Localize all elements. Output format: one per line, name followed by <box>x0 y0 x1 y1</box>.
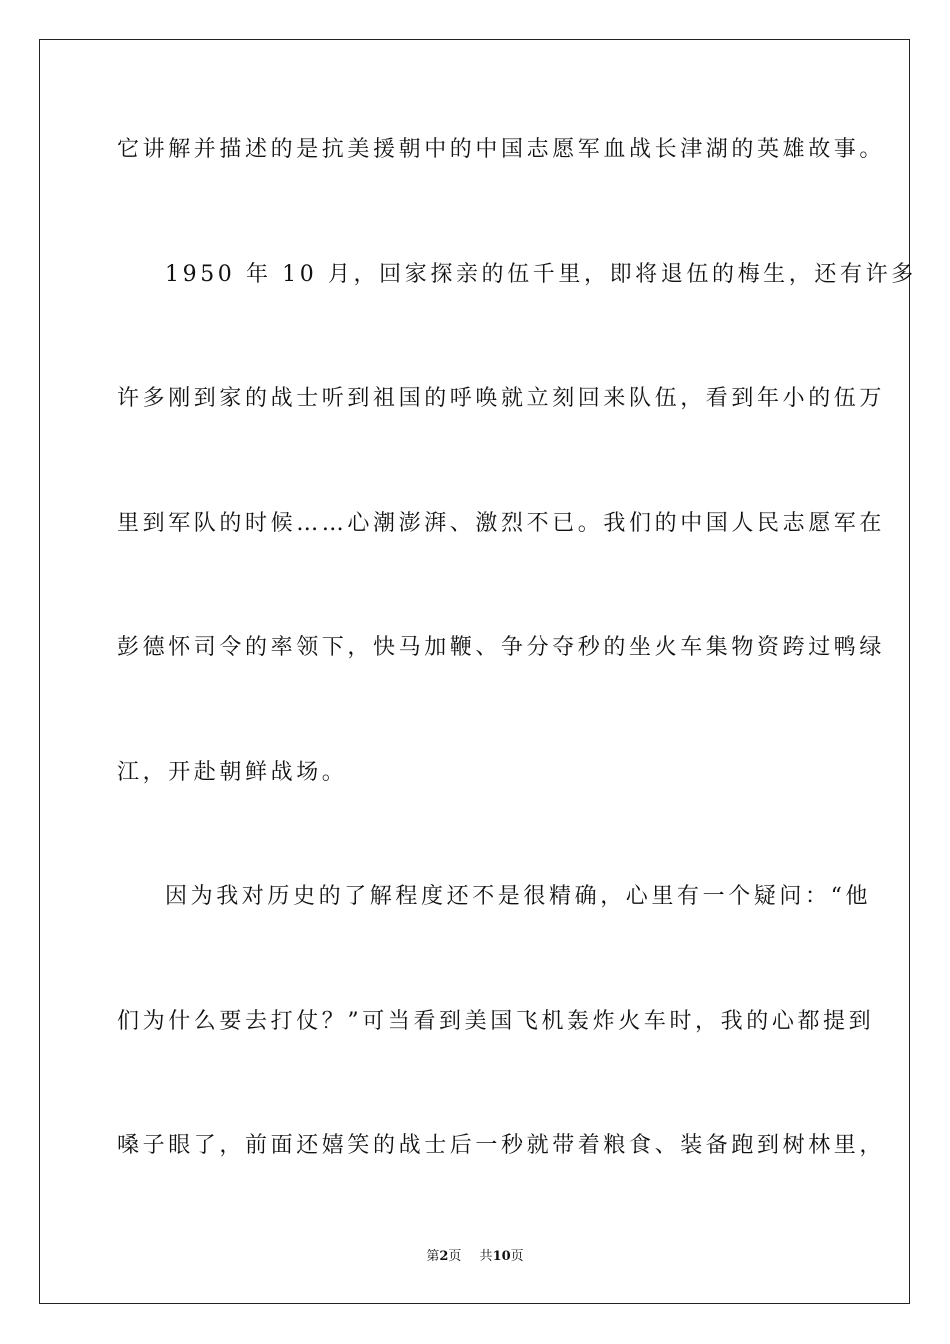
text-line-1: 它讲解并描述的是抗美援朝中的中国志愿军血战长津湖的英雄故事。 <box>117 137 886 162</box>
page-number: 2 <box>439 1249 449 1264</box>
text-line-2: 1950 年 10 月，回家探亲的伍千里，即将退伍的梅生，还有许多 <box>165 262 917 287</box>
total-prefix: 共 <box>479 1249 493 1264</box>
text-line-9: 嗓子眼了，前面还嬉笑的战士后一秒就带着粮食、装备跑到树林里， <box>117 1133 886 1158</box>
page-indicator <box>426 1249 461 1265</box>
text-line-6: 江，开赴朝鲜战场。 <box>117 760 348 785</box>
text-line-7: 因为我对历史的了解程度还不是很精确，心里有一个疑问：“他 <box>165 884 872 909</box>
total-number: 10 <box>492 1249 511 1264</box>
page-footer <box>0 1249 950 1265</box>
text-line-5: 彭德怀司令的率领下，快马加鞭、争分夺秒的坐火车集物资跨过鸭绿 <box>117 635 886 660</box>
page-suffix: 页 <box>448 1249 462 1264</box>
page-prefix: 第 <box>426 1249 440 1264</box>
text-line-3: 许多刚到家的战士听到祖国的呼唤就立刻回来队伍，看到年小的伍万 <box>117 386 886 411</box>
total-suffix: 页 <box>510 1249 524 1264</box>
page-border <box>39 39 910 1304</box>
text-line-4: 里到军队的时候……心潮澎湃、激烈不已。我们的中国人民志愿军在 <box>117 511 886 536</box>
text-line-8: 们为什么要去打仗？”可当看到美国飞机轰炸火车时，我的心都提到 <box>117 1009 875 1034</box>
total-pages-indicator <box>480 1249 524 1265</box>
